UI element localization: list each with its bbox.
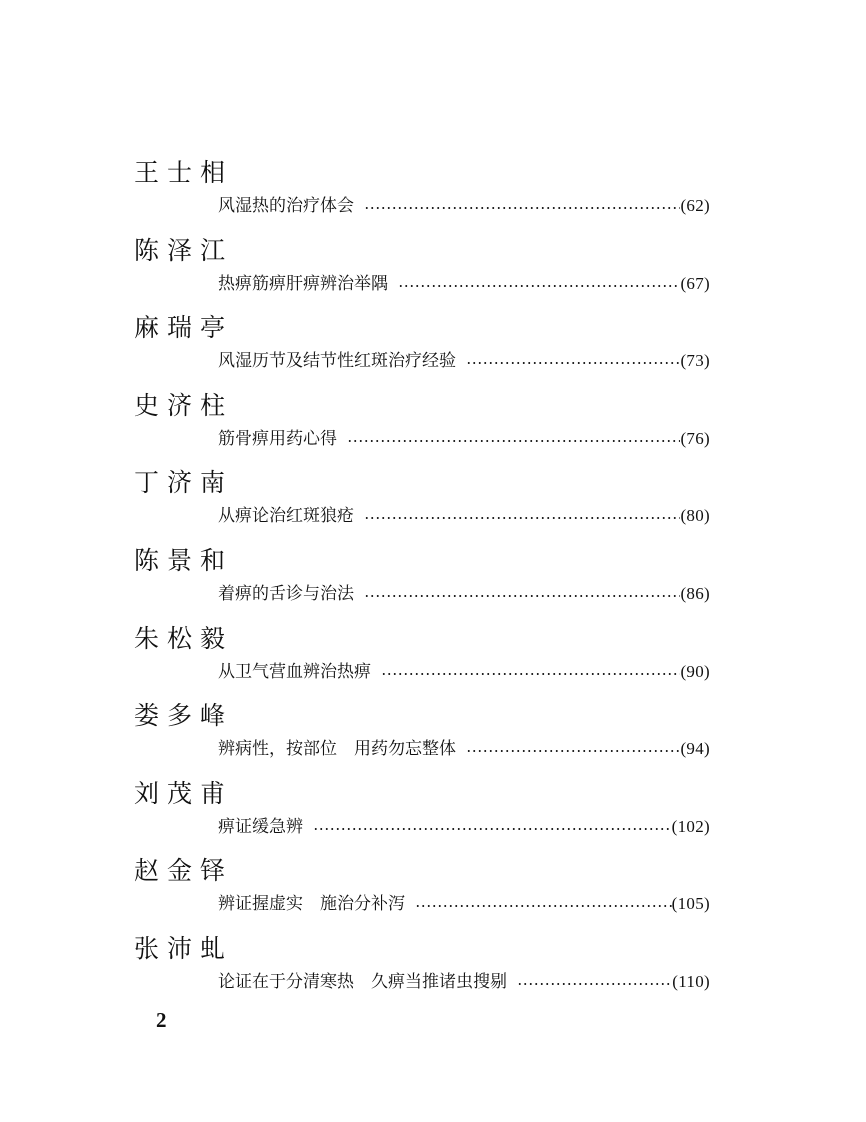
page-reference: (102) [671,816,710,836]
toc-item [218,582,710,606]
dot-leader [364,582,680,606]
dot-leader [347,427,680,451]
author-name: 赵金铎 [134,856,234,886]
author-name: 陈泽江 [134,235,234,265]
page-reference: (67) [680,273,710,293]
author-name: 陈景和 [134,545,234,575]
toc-item [218,660,710,684]
page-reference: (86) [680,583,710,603]
article-title: 从卫气营血辨治热痹 [218,661,371,682]
toc-entry [0,695,866,773]
dot-leader [466,349,680,373]
toc-entry [0,773,866,851]
toc-item [218,892,710,916]
page-reference: (110) [672,971,710,991]
page-reference: (76) [680,428,710,448]
page-reference: (73) [680,351,710,371]
dot-leader [517,970,672,994]
author-name: 麻瑞亭 [134,313,234,343]
page-reference: (62) [680,196,710,215]
dot-leader [415,892,672,916]
article-title: 风湿热的治疗体会 [218,196,354,216]
article-title: 着痹的舌诊与治法 [218,583,354,604]
article-title: 论证在于分清寒热 久痹当推诸虫搜剔 [218,971,507,992]
author-name: 史济柱 [134,390,234,420]
author-name: 娄多峰 [134,701,234,731]
toc-entry [0,152,866,230]
page-reference: (80) [680,506,710,526]
author-name: 朱松毅 [134,623,234,653]
table-of-contents [0,152,866,1006]
toc-item [218,427,710,451]
dot-leader [313,815,672,839]
toc-entry [0,230,866,308]
article-title: 风湿历节及结节性红斑治疗经验 [218,351,456,372]
toc-entry [0,928,866,1006]
author-name: 丁济南 [134,468,234,498]
dot-leader [364,194,680,218]
article-title: 辨病性，按部位 用药勿忘整体 [218,739,456,760]
dot-leader [398,272,680,296]
toc-item [218,737,710,761]
page-number: 2 [156,1008,167,1032]
article-title: 筋骨痹用药心得 [218,428,337,449]
toc-entry [0,618,866,696]
author-name: 王士相 [134,158,234,187]
article-title: 痹证缓急辨 [218,816,303,837]
toc-item [218,970,710,994]
dot-leader [381,660,680,684]
toc-item [218,194,710,218]
toc-entry [0,540,866,618]
page-reference: (90) [680,661,710,681]
toc-item [218,815,710,839]
dot-leader [364,504,680,528]
dot-leader [466,737,680,761]
toc-item [218,504,710,528]
page-reference: (94) [680,739,710,759]
page-reference: (105) [671,894,710,914]
toc-entry [0,850,866,928]
article-title: 辨证握虚实 施治分补泻 [218,894,405,915]
toc-entry [0,462,866,540]
toc-item [218,272,710,296]
toc-entry [0,307,866,385]
toc-entry [0,385,866,463]
author-name: 张沛虬 [134,933,234,963]
author-name: 刘茂甫 [134,778,234,808]
article-title: 从痹论治红斑狼疮 [218,506,354,527]
toc-item [218,349,710,373]
article-title: 热痹筋痹肝痹辨治举隅 [218,273,388,294]
